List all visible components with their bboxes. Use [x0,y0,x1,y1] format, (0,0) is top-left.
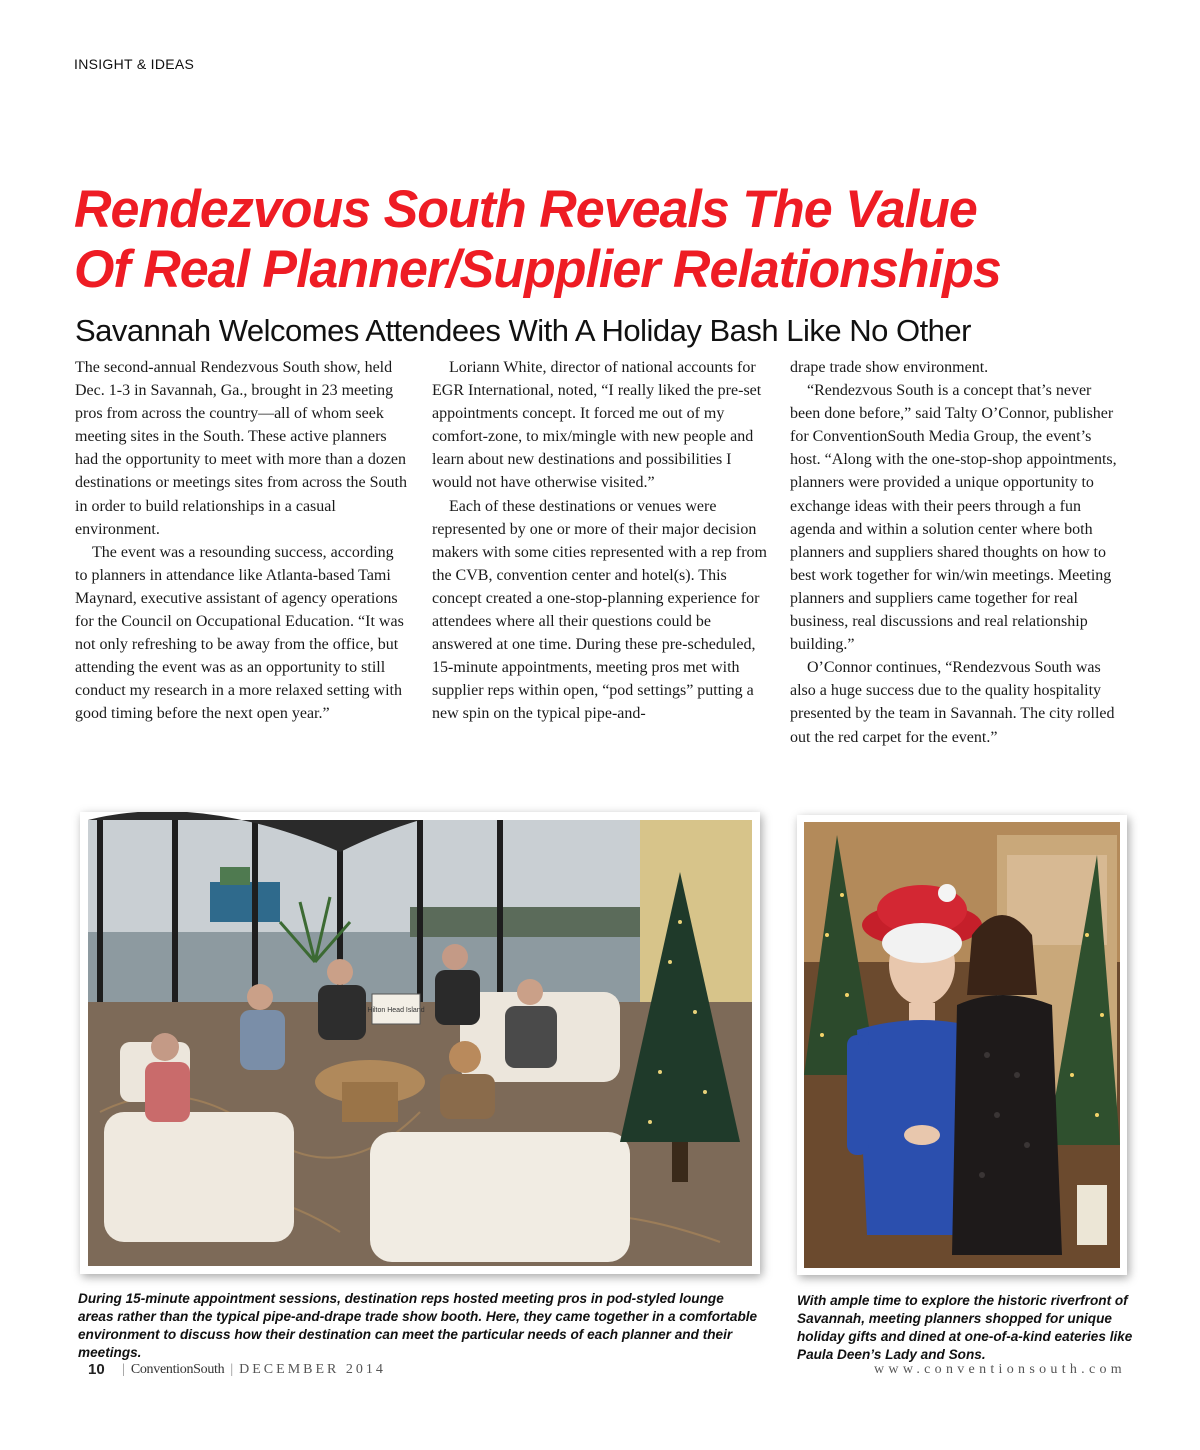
headline [74,180,1132,300]
footer-separator: | [230,1362,234,1377]
issue-date: DECEMBER 2014 [239,1362,386,1377]
website-url: www.conventionsouth.com [874,1362,1126,1377]
paragraph: drape trade show environment. [790,359,989,376]
paragraph: The second-annual Rendezvous South show, held Dec. 1-3 in Savannah, Ga., brought in 23 meeting pros from across the country—all of whom seek meeting sites in the South. These active planners had the opportunity to meet with more than a dozen destinations or meetings sites from across the South in order to build relationships in a casual environment. [75,359,407,538]
shopping-photo [797,815,1127,1275]
article-column-2 [432,356,767,726]
page-number: 10 [88,1361,105,1378]
headline-line-1: Rendezvous South Reveals The Value [74,180,977,239]
paragraph: Each of these destinations or venues were represented by one or more of their major decision makers with some cities represented with a rep from the CVB, convention center and hotel(s). This concept created a one-stop-planning experience for attendees where all their questions could be answered at one time. During these pre-scheduled, 15-minute appointments, meeting pros met with supplier reps within open, “pod settings” putting a new spin on the typical pipe-and- [432,497,767,723]
headline-line-2: Of Real Planner/Supplier Relationships [74,240,1001,299]
subheadline: Savannah Welcomes Attendees With A Holiday Bash Like No Other [75,313,971,348]
lounge-meeting-illustration [80,812,760,1274]
footer-separator: | [122,1362,125,1377]
article-body [75,356,1135,776]
article-column-1 [75,356,410,726]
destination-sign: Hilton Head Island [367,1007,425,1014]
paragraph: O’Connor continues, “Rendezvous South was also a huge success due to the quality hospitality presented by the team in Savannah. The city rolled out the red carpet for the event.” [790,659,1115,746]
photo-caption-1: During 15-minute appointment sessions, destination reps hosted meeting pros in pod-styled lounge areas rather than the typical pipe-and-drape trade show booth. Here, they came together in a comfortable environment to discuss how their destination can meet the particular needs of each planner and their meetings. [78,1291,758,1360]
lounge-meeting-photo [80,812,760,1274]
paragraph: “Rendezvous South is a concept that’s never been done before,” said Talty O’Connor, publisher for ConventionSouth Media Group, the event’s host. “Along with the one-stop-shop appointments, planners were provided a unique opportunity to exchange ideas with their peers through a fun agenda and within a solution center where both planners and suppliers shared thoughts on how to best work together for win/win meetings. Meeting planners and suppliers came together for real business, real discussions and real relationship building.” [790,382,1117,654]
publication-name: ConventionSouth [130,1362,225,1377]
article-column-3 [790,356,1125,749]
paragraph: The event was a resounding success, according to planners in attendance like Atlanta-based Tami Maynard, executive assistant of agency operations for the Council on Occupational Education. “It was not only refreshing to be away from the office, but attending the event was as an opportunity to still conduct my research in a more relaxed setting with good timing before the next open year.” [75,543,404,723]
photo-caption-2: With ample time to explore the historic riverfront of Savannah, meeting planners shopped for unique holiday gifts and dined at one-of-a-kind eateries like Paula Deen’s Lady and Sons. [797,1293,1133,1362]
section-label: INSIGHT & IDEAS [74,56,195,72]
footer-publication-info [116,1362,386,1378]
shopping-illustration [797,815,1127,1275]
paragraph: Loriann White, director of national accounts for EGR International, noted, “I really liked the pre-set appointments concept. It forced me out of my comfort-zone, to mix/mingle with new people and learn about new destinations and possibilities I would not have otherwise visited.” [432,359,762,492]
